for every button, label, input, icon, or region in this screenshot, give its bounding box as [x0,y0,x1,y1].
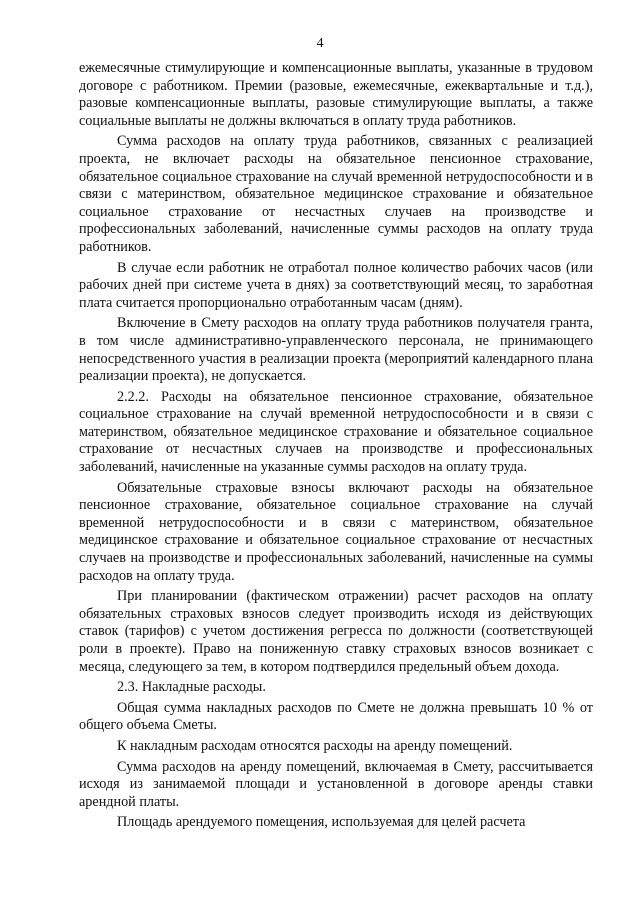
paragraph-section-2-2-2: 2.2.2. Расходы на обязательное пенсионное страхование, обязательное социальное страхование на случай временной нетрудоспособности и в связи с материнством, обязательное медицинское страхование и обязательное социальное страхование от несчастных случаев на производстве и профессиональных заболеваний, начисленные на указанные суммы расходов на оплату труда. [79,388,593,476]
paragraph-truncated: Площадь арендуемого помещения, используемая для целей расчета [117,814,526,831]
paragraph: Сумма расходов на оплату труда работников, связанных с реализацией проекта, не включает расходы на обязательное пенсионное страхование, обязательное социальное страхование на случай временной нетрудоспособности и в связи с материнством, обязательное медицинское страхование и обязательное социальное страхование от несчастных случаев на производстве и профессиональных заболеваний, начисленные суммы расходов на оплату труда работников. [79,133,593,255]
document-body [79,60,593,835]
paragraph: Сумма расходов на аренду помещений, включаемая в Смету, рассчитывается исходя из занимаемой площади и установленной в договоре аренды ставки арендной платы. [79,758,593,810]
paragraph-continuation: ежемесячные стимулирующие и компенсационные выплаты, указанные в трудовом договоре с работником. Премии (разовые, ежемесячные, ежеквартальные и т.д.), разовые компенсационные выплаты, разовые стимулирующие выплаты, а также социальные выплаты не должны включаться в оплату труда работников. [79,60,593,129]
paragraph: При планировании (фактическом отражении) расчет расходов на оплату обязательных страховых взносов следует производить исходя из действующих ставок (тарифов) с учетом достижения регресса по должности (соответствующей роли в проекте). Право на пониженную ставку страховых взносов возникает с месяца, следующего за тем, в котором подтвердился предельный объем дохода. [79,588,593,675]
paragraph: Обязательные страховые взносы включают расходы на обязательное пенсионное страхование, обязательное социальное страхование на случай временной нетрудоспособности и в связи с материнством, обязательное медицинское страхование и обязательное социальное страхование от несчастных случаев на производстве и профессиональных заболеваний, начисленные на суммы расходов на оплату труда. [79,479,593,584]
section-heading-2-3: 2.3. Накладные расходы. [117,679,266,696]
paragraph: В случае если работник не отработал полное количество рабочих часов (или рабочих дней при системе учета в днях) за соответствующий месяц, то заработная плата считается пропорционально отработанным часам (дням). [79,259,593,311]
paragraph: К накладным расходам относятся расходы на аренду помещений. [117,737,513,754]
paragraph: Включение в Смету расходов на оплату труда работников получателя гранта, в том числе административно-управленческого персонала, не принимающего непосредственного участия в реализации проекта (мероприятий календарного плана реализации проекта), не допускается. [79,315,593,385]
paragraph: Общая сумма накладных расходов по Смете не должна превышать 10 % от общего объема Сметы. [79,699,593,734]
page-number: 4 [316,36,324,51]
